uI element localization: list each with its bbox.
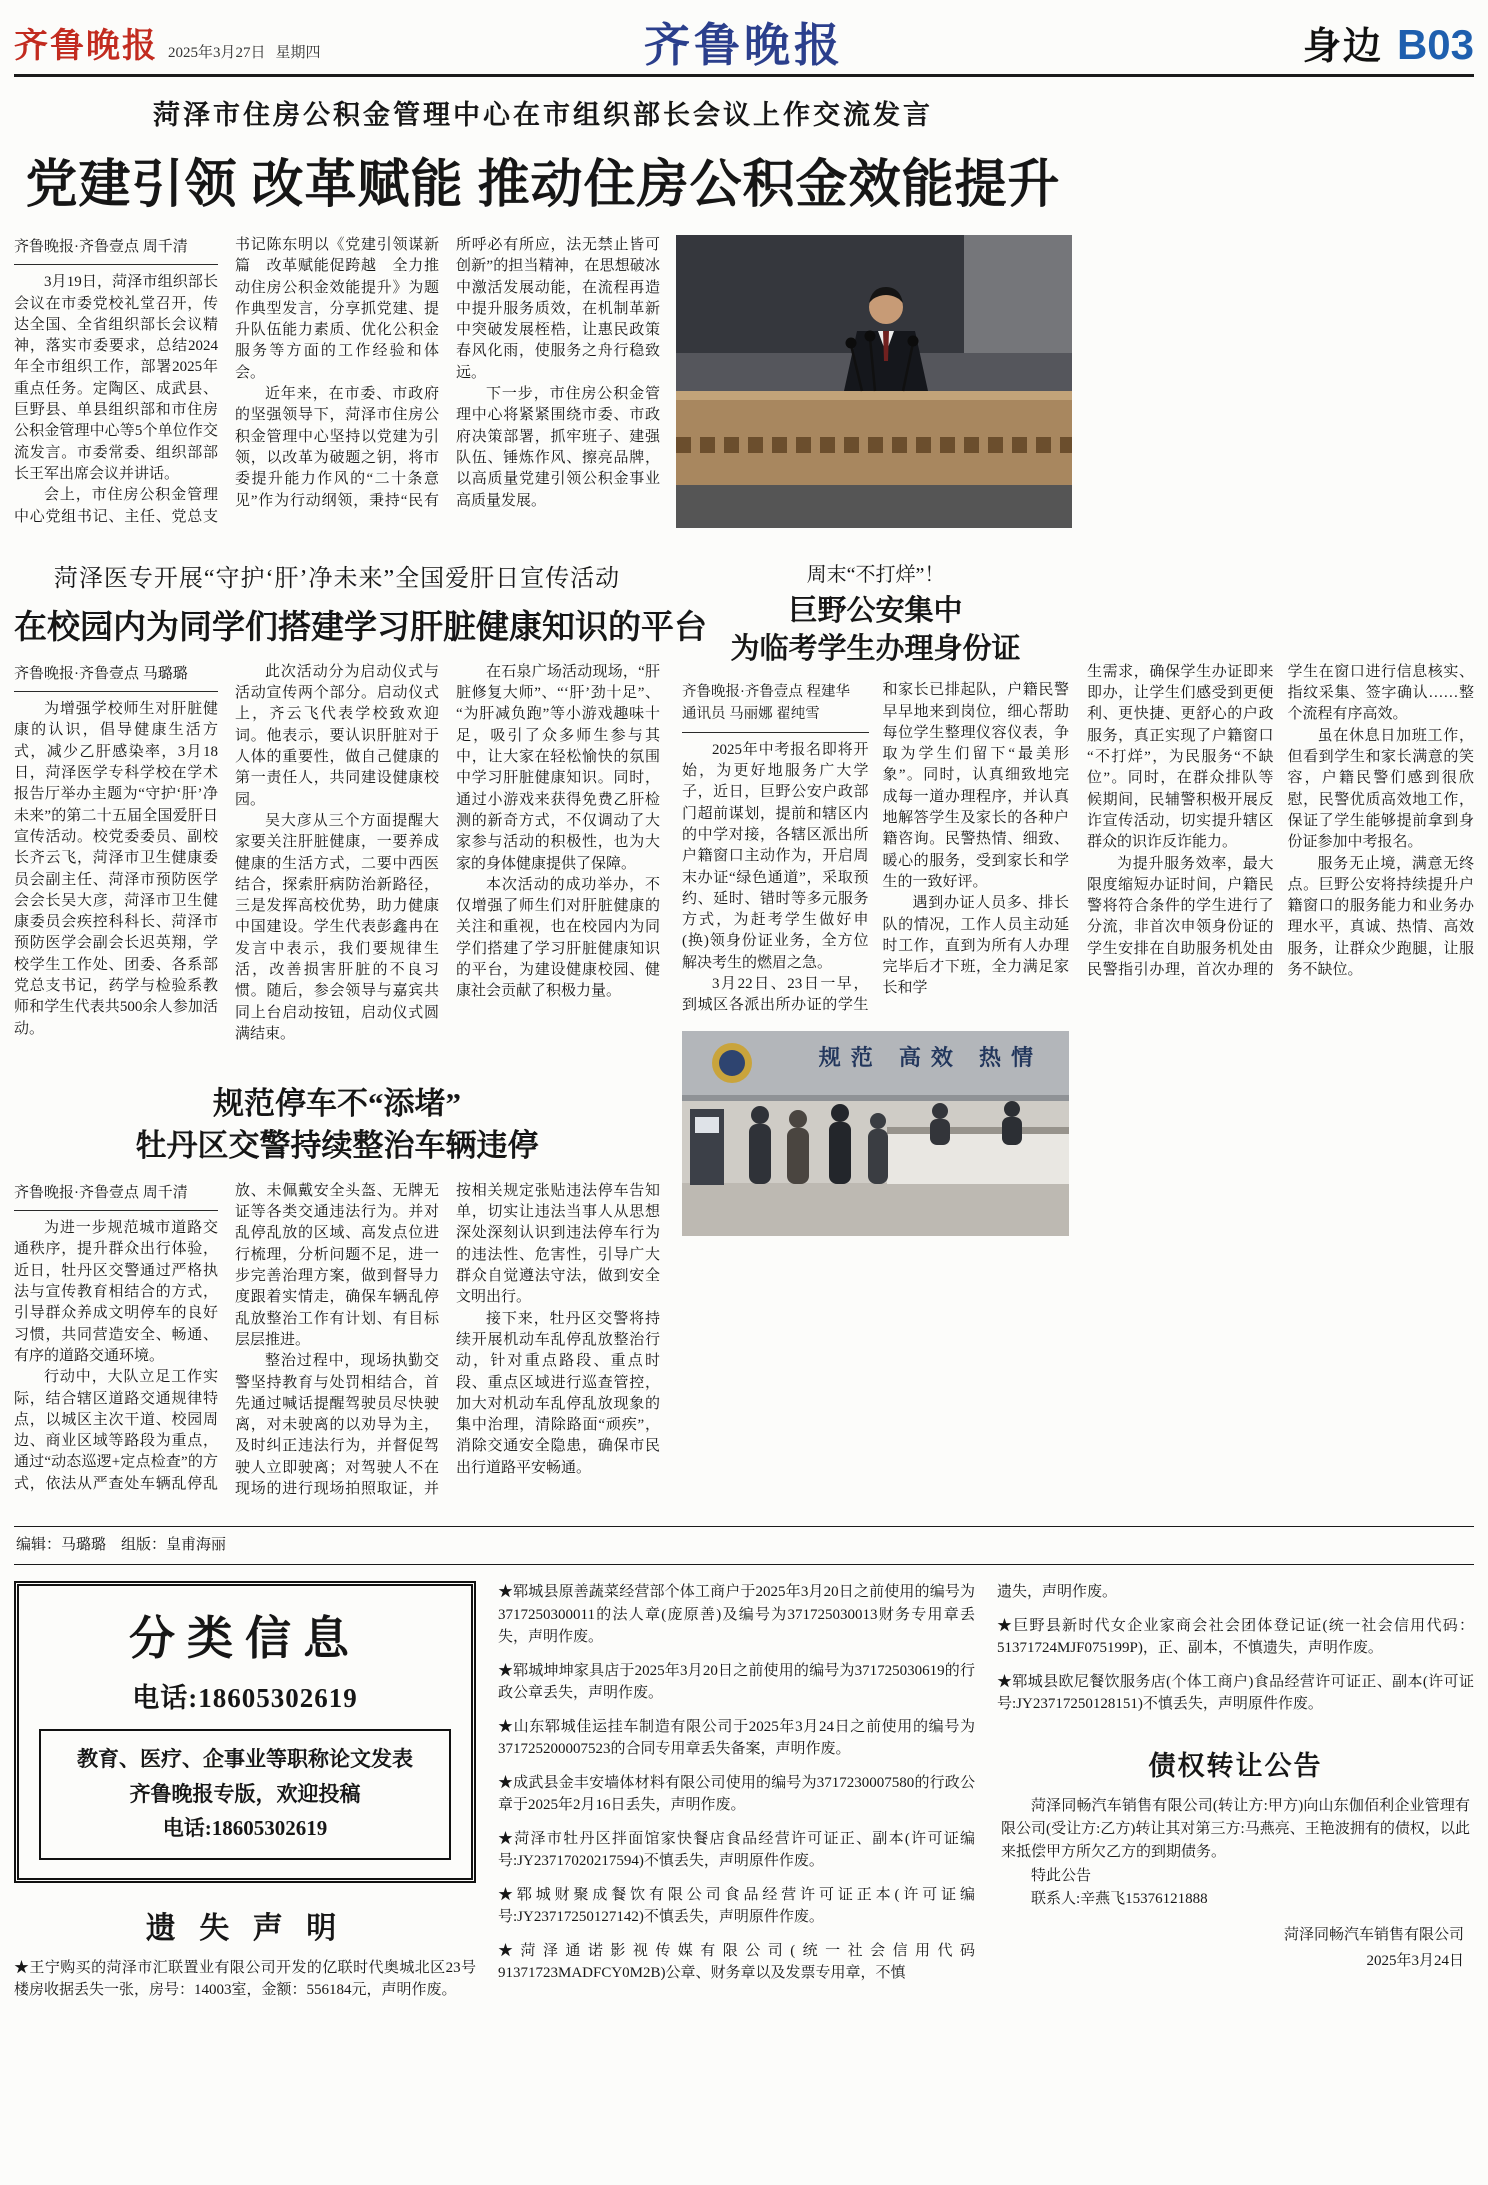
newspaper-logo-center: 齐鲁晚报 <box>644 20 844 71</box>
editor-credit-line: 编辑：马璐璐 组版：皇甫海丽 <box>14 1526 1474 1558</box>
lost-notices-right <box>997 1615 1474 1716</box>
paragraph: 近年来，在市委、市政府的坚强领导下，菏泽市住房公积金管理中心坚持以党建为引领，以改革为破题之钥，将市委提升能力作风的“二十条意见”作为行动纲领，秉持“民有所呼必有所应，法无禁止皆可创新”的担当精神，在思想破冰中激活发展动能，在流程再造中提升服务质效，在机制革新中突破发展桎梏，让惠民政策春风化雨，使服务之舟行稳致远。 <box>235 237 660 509</box>
paragraph: 齐鲁晚报专版，欢迎投稿 <box>129 1781 361 1806</box>
lead-headline: 党建引领 改革赋能 推动住房公积金效能提升 <box>25 157 1061 214</box>
lead-byline: 齐鲁晚报·齐鲁壹点 周千清 <box>14 235 218 265</box>
classified-box-title: 分类信息 <box>129 1613 361 1665</box>
liver-article-byline: 齐鲁晚报·齐鲁壹点 马璐璐 <box>14 662 218 692</box>
paragraph: 遇到办证人员多、排长队的情况，工作人员主动延时工作，直到为所有人办理完毕后才下班，全力满足家长和学 <box>882 895 1069 997</box>
newspaper-logo-small: 齐鲁晚报 <box>14 27 158 65</box>
issue-weekday: 星期四 <box>275 44 321 61</box>
masthead-right <box>1303 15 1474 70</box>
paragraph: 吴大彦从三个方面提醒大家要关注肝脏健康，一要养成健康的生活方式，二要中西医结合，探索肝病防治新路径，三是发挥高校优势，助力健康中国建设。学生代表彭鑫冉在发言中表示，我们要规律生活，改善损害肝脏的不良习惯。随后，参会领导与嘉宾共同上台启动按钮，启动仪式圆满结束。 <box>235 812 439 1042</box>
classified-section <box>14 1564 1474 2146</box>
paragraph: ★成武县金丰安墙体材料有限公司使用的编号为3717230007580的行政公章于2025年2月16日丢失，声明作废。 <box>498 1774 975 1814</box>
lead-kicker: 菏泽市住房公积金管理中心在市组织部长会议上作交流发言 <box>153 100 933 130</box>
paragraph: 教育、医疗、企事业等职称论文发表 <box>77 1747 413 1772</box>
classified-box-phone: 电话:18605302619 <box>132 1683 358 1714</box>
paragraph: 接下来，牡丹区交警将持续开展机动车乱停乱放整治行动，针对重点路段、重点时段、重点区域进行巡查管控，加大对机动车乱停乱放现象的集中治理，清除路面“顽疾”，消除交通安全隐患，确保市民出行道路平安畅通。 <box>456 1310 660 1476</box>
paragraph: 为进一步规范城市道路交通秩序，提升群众出行体验，近日，牡丹区交警通过严格执法与宣传教育相结合的方式，引导群众养成文明停车的良好习惯，共同营造安全、畅通、有序的道路交通环境。 <box>14 1220 218 1364</box>
paragraph: 下一步，市住房公积金管理中心将紧紧围绕市委、市政府决策部署，抓牢班子、建强队伍、锤炼作风、擦亮品牌，以高质量党建引领公积金事业高质量发展。 <box>456 386 660 509</box>
debt-announcement-body <box>1001 1795 1470 1911</box>
classified-right-column <box>997 1581 1474 2146</box>
paragraph: 服务无止境，满意无终点。巨野公安将持续提升户籍窗口的服务能力和业务办理水平，真诚、热情、高效服务，让群众少跑腿，让服务不缺位。 <box>1287 855 1474 979</box>
paragraph: 本次活动的成功举办，不仅增强了师生们对肝脏健康的关注和重视，也在校园内为同学们搭建了学习肝脏健康知识的平台，为建设健康校园、健康社会贡献了积极力量。 <box>456 876 660 1000</box>
middle-band-left <box>14 558 707 1500</box>
paragraph: ★郓城坤坤家具店于2025年3月20日之前使用的编号为371725030619的行政公章丢失，声明作废。 <box>498 1662 975 1702</box>
debt-announcement-title: 债权转让公告 <box>1148 1750 1323 1781</box>
idcard-article-photo <box>682 1031 1069 1236</box>
classified-box-inner <box>39 1729 451 1860</box>
paragraph: 虽在休息日加班工作，但看到学生和家长满意的笑容，户籍民警们感到很欣慰，民警优质高效地工作，保证了学生能够提前拿到身份证参加中考报名。 <box>1287 727 1474 851</box>
paragraph: 菏泽同畅汽车销售有限公司(转让方:甲方)向山东伽佰利企业管理有限公司(受让方:乙方)转让其对第三方:马燕亮、王艳波拥有的债权，以此来抵偿甲方所欠乙方的到期债务。 <box>1001 1797 1470 1861</box>
classified-info-box <box>14 1581 476 1883</box>
paragraph: 此次活动分为启动仪式与活动宣传两个部分。启动仪式上，齐云飞代表学校致欢迎词。他表示，要认识肝脏对于人体的重要性，做自己健康的第一责任人，共同建设健康校园。 <box>235 663 439 808</box>
paragraph: ★菏泽通诺影视传媒有限公司(统一社会信用代码91371723MADFCY0M2B)公章、财务章以及发票专用章，不慎 <box>498 1942 975 1982</box>
lost-statement-title: 遗 失 声 明 <box>145 1911 345 1945</box>
paragraph: 为提升服务效率，最大限度缩短办证时间，户籍民警将符合条件的学生进行了分流，非首次申领身份证的学生安排在自助服务机处由民警指引办理，首次办理的学生在窗口进行信息核实、指纹采集、签字确认……整个流程有序高效。 <box>1087 663 1474 979</box>
notice-continuation: 遗失，声明作废。 <box>997 1584 1118 1601</box>
lead-photo <box>676 235 1072 528</box>
debt-sign-date: 2025年3月24日 <box>1366 1952 1464 1969</box>
section-name: 身边 <box>1302 25 1383 68</box>
middle-band <box>14 558 1474 1500</box>
lost-notices-left <box>14 1957 476 2002</box>
debt-sign-company: 菏泽同畅汽车销售有限公司 <box>1283 1927 1464 1944</box>
lost-notices-middle <box>498 1581 975 1985</box>
paragraph: 为增强学校师生对肝脏健康的认识，倡导健康生活方式，减少乙肝感染率，3月18日，菏泽医学专科学校在学术报告厅举办主题为“守护‘肝’净未来”的第二十五届全国爱肝日宣传活动。校党委委员、副校长齐云飞，菏泽市卫生健康委员会副主任、菏泽市预防医学会会长吴大彦，菏泽市卫生健康委员会疾控科科长、菏泽市预防医学会副会长迟英翔，学校学生工作处、团委、各系部党总支书记，药学与检验系教师和学生代表共500余人参加活动。 <box>14 701 218 1037</box>
debt-transfer-announcement <box>997 1744 1474 1974</box>
liver-article-columns <box>14 662 660 1045</box>
idcard-article-kicker: 周末“不打烊”！ <box>806 563 945 586</box>
liver-article-headline: 在校园内为同学们搭建学习肝脏健康知识的平台 <box>14 609 707 646</box>
paragraph: 联系人:辛燕飞15376121888 <box>1031 1890 1208 1907</box>
paragraph: 3月22日、23日一早，到城区各派出所办证的学生和家长已排起队，户籍民警早早地来到岗位，细心帮助每位学生整理仪容仪表，争取为学生们留下“最美形象”。同时，认真细致地完成每一道办理程序，并认真地解答学生及家长的各种户籍咨询。民警热情、细致、暖心的服务，受到家长和学生的一致好评。 <box>682 682 1069 1014</box>
paragraph: ★巨野县新时代女企业家商会社会团体登记证(统一社会信用代码：51371724MJF075199P)，正、副本，不慎遗失，声明作废。 <box>997 1617 1474 1657</box>
service-hall-wall-slogan: 规范 高效 热情 <box>818 1044 1043 1070</box>
parking-article <box>14 1083 660 1500</box>
paragraph: 2025年中考报名即将开始，为更好地服务广大学子，近日，巨野公安户政部门超前谋划，提前和辖区内的中学对接，各辖区派出所户籍窗口主动作为，开启周末办证“绿色通道”，采取预约、延时、错时等多元服务方式，为赶考学生做好申(换)领身份证业务，全方位解决考生的燃眉之急。 <box>682 741 869 971</box>
paragraph: 生需求，确保学生办证即来即办，让学生们感受到更便利、更快捷、更舒心的户政服务，真正实现了户籍窗口“不打烊”，为民服务“不缺位”。同时，在群众排队等候期间，民辅警积极开展反诈宣传活动，切实提升辖区群众的识诈反诈能力。 <box>1087 663 1274 851</box>
idcard-article <box>682 558 1474 1500</box>
parking-article-columns <box>14 1181 660 1500</box>
paragraph: 特此公告 <box>1031 1867 1092 1884</box>
idcard-article-headline: 巨野公安集中 为临考学生办理身份证 <box>730 594 1021 665</box>
debt-announcement-signature <box>1001 1923 1470 1974</box>
idcard-article-left <box>682 558 1069 1500</box>
paragraph: 整治过程中，现场执勤交警坚持教育与处罚相结合，首先通过喊话提醒驾驶员尽快驶离，对未驶离的以劝导为主，及时纠正违法行为，并督促驾驶人立即驶离；对驾驶人不在现场的进行现场拍照取证，并按相关规定张贴违法停车告知单，切实让违法当事人从思想深处深刻认识到违法停车行为的违法性、危害性，引导广大群众自觉遵法守法，做到安全文明出行。 <box>235 1182 660 1498</box>
masthead-left <box>14 18 321 67</box>
liver-article <box>14 558 707 1045</box>
page-number: B03 <box>1396 20 1474 68</box>
paragraph: ★菏泽市牡丹区拌面馆家快餐店食品经营许可证正、副本(许可证编号:JY23717020217594)不慎丢失，声明原件作废。 <box>498 1830 975 1870</box>
idcard-article-columns-right <box>1087 558 1474 1500</box>
parking-article-byline: 齐鲁晚报·齐鲁壹点 周千清 <box>14 1181 218 1211</box>
paragraph: 3月19日，菏泽市组织部长会议在市委党校礼堂召开，传达全国、全省组织部长会议精神，落实市委要求，总结2024年全市组织工作，部署2025年重点任务。定陶区、成武县、巨野县、单县组织部和市住房公积金管理中心等5个单位作交流发言。市委常委、组织部部长王军出席会议并讲话。 <box>14 274 218 482</box>
liver-article-kicker: 菏泽医专开展“守护‘肝’净未来”全国爱肝日宣传活动 <box>53 565 621 592</box>
podium-speech-photo-illustration <box>676 235 1072 485</box>
paragraph: ★郓城县欧尼餐饮服务店(个体工商户)食品经营许可证正、副本(许可证号:JY23717250128151)不慎丢失，声明原件作废。 <box>997 1673 1474 1713</box>
paragraph: ★王宁购买的菏泽市汇联置业有限公司开发的亿联时代奥城北区23号楼房收据丢失一张，房号：14003室，金额：556184元，声明作废。 <box>14 1959 476 1999</box>
idcard-article-byline: 齐鲁晚报·齐鲁壹点 程建华 通讯员 马丽娜 翟纯雪 <box>682 680 869 733</box>
paragraph: 行动中，大队立足工作实际，结合辖区道路交通规律特点，以城区主次干道、校园周边、商业区域等路段为重点，通过“动态巡逻+定点检查”的方式，依法从严查处车辆乱停乱放、未佩戴安全头盔、无牌无证等各类交通违法行为。并对乱停乱放的区域、高发点位进行梳理，分析问题不足，进一步完善治理方案，做到督导力度跟着实情走，确保车辆乱停乱放整治工作有计划、有目标层层推进。 <box>14 1182 439 1492</box>
paragraph: ★郓城财聚成餐饮有限公司食品经营许可证正本(许可证编号:JY23717250127142)不慎丢失，声明原件作废。 <box>498 1886 975 1926</box>
idcard-article-columns-left <box>682 680 1069 1016</box>
lead-body-columns <box>14 235 660 528</box>
masthead <box>14 10 1474 77</box>
lead-article <box>14 93 1072 528</box>
paragraph: 会上，市住房公积金管理中心党组书记、主任、党总支书记陈东明以《党建引领谋新篇 改革赋能促跨越 全力推动住房公积金效能提升》为题作典型发言，分享抓党建、提升队伍能力素质、优化公积金服务等方面的工作经验和体会。 <box>14 237 439 525</box>
paragraph: ★郓城县原善蔬菜经营部个体工商户于2025年3月20日之前使用的编号为3717250300011的法人章(庞原善)及编号为371725030013财务专用章丢失，声明作废。 <box>498 1584 975 1646</box>
classified-left-column <box>14 1581 476 2146</box>
lead-body-row <box>14 235 1072 528</box>
parking-article-headline: 规范停车不“添堵” 牡丹区交警持续整治车辆违停 <box>135 1086 539 1164</box>
paragraph: 电话:18605302619 <box>162 1816 328 1841</box>
paragraph: ★山东郓城佳运挂车制造有限公司于2025年3月24日之前使用的编号为371725200007523的合同专用章丢失备案，声明作废。 <box>498 1718 975 1758</box>
classified-middle-column <box>498 1581 975 2146</box>
paragraph: 在石泉广场活动现场，“肝脏修复大师”、“‘肝’劲十足”、“为肝减负跑”等小游戏趣味十足，吸引了众多师生参与其中，让大家在轻松愉快的氛围中学习肝脏健康知识。同时，通过小游戏来获得免费乙肝检测的新奇方式，不仅调动了大家参与活动的积极性，也为大家的身体健康提供了保障。 <box>456 663 660 872</box>
issue-date: 2025年3月27日 <box>168 44 266 61</box>
